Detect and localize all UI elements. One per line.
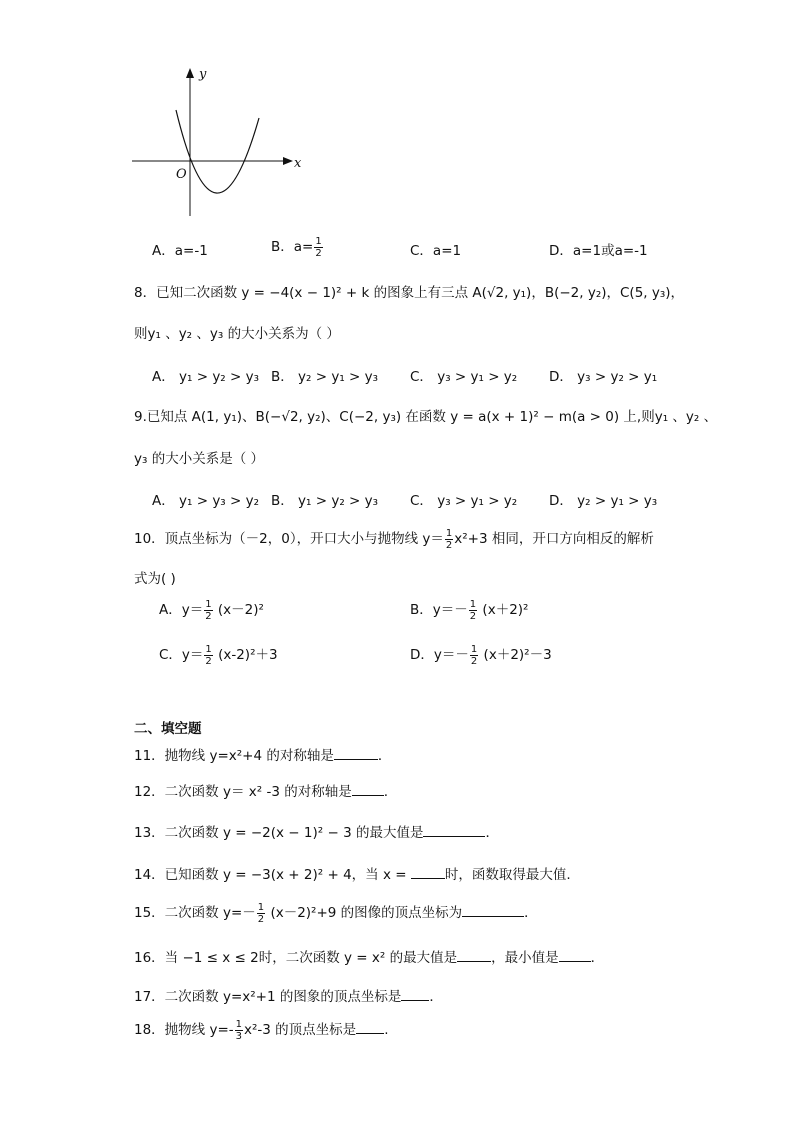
parabola-graph [128, 62, 308, 222]
q8-option-c: C． y₃ > y₁ > y₂ [410, 369, 518, 385]
x-axis-arrow [283, 157, 293, 165]
q8-stem-line2: 则y₁ 、y₂ 、y₃ 的大小关系为（ ） [134, 326, 340, 342]
q16: 16．当 −1 ≤ x ≤ 2时，二次函数 y = x² 的最大值是 ，最小值是 ． [134, 950, 605, 966]
answer-blank[interactable] [334, 747, 378, 760]
q9-stem-line2: y₃ 的大小关系是（ ） [134, 451, 264, 467]
answer-blank[interactable] [462, 904, 524, 917]
section-title: 二、填空题 [134, 721, 202, 737]
q10-option-b: B．y＝－ $\frac{1}{2}$ (x＋2)² [410, 598, 529, 622]
y-axis-label: y [199, 67, 207, 82]
q9-stem-line1: 9.已知点 A(1, y₁)、B(−√2, y₂)、C(−2, y₃) 在函数 y = a(x + 1)² − m(a > 0) 上,则y₁ 、y₂ 、 [134, 409, 718, 425]
answer-blank-max[interactable] [457, 949, 491, 962]
q7-option-d: D．a=1或a=-1 [549, 243, 648, 259]
answer-blank[interactable] [356, 1021, 384, 1034]
q14: 14．已知函数 y = −3(x + 2)² + 4，当 x = 时，函数取得最大值. [134, 867, 571, 883]
q10-option-c: C．y＝ $\frac{1}{2}$ (x-2)²＋3 [159, 643, 278, 667]
q9-option-b: B． y₁ > y₂ > y₃ [271, 493, 379, 509]
y-axis-arrow [186, 68, 194, 78]
q8-option-d: D． y₃ > y₂ > y₁ [549, 369, 658, 385]
q7-option-b-prefix: B．a= [271, 239, 314, 255]
answer-blank-min[interactable] [559, 949, 591, 962]
q7-option-b-fraction: $\frac{1}{2}$ [315, 235, 322, 259]
q12: 12．二次函数 y＝ x² -3 的对称轴是 . [134, 784, 388, 800]
q10-option-d: D．y＝－ $\frac{1}{2}$ (x＋2)²－3 [410, 643, 552, 667]
q10-stem-line2: 式为( ) [134, 571, 176, 587]
q9-option-d: D． y₂ > y₁ > y₃ [549, 493, 658, 509]
origin-label: O [176, 167, 187, 182]
q8-option-b: B． y₂ > y₁ > y₃ [271, 369, 379, 385]
x-axis-label: x [294, 156, 302, 171]
q17: 17．二次函数 y=x²+1 的图象的顶点坐标是 ． [134, 989, 443, 1005]
answer-blank[interactable] [352, 783, 384, 796]
q9-option-a: A． y₁ > y₃ > y₂ [152, 493, 260, 509]
q9-option-c: C． y₃ > y₁ > y₂ [410, 493, 518, 509]
q11: 11．抛物线 y=x²+4 的对称轴是 ． [134, 748, 392, 764]
q7-option-c: C．a=1 [410, 243, 462, 259]
q13: 13．二次函数 y = −2(x − 1)² − 3 的最大值是 ． [134, 825, 499, 841]
parabola-curve [176, 110, 259, 193]
q8-stem-line1: 8．已知二次函数 y = −4(x − 1)² + k 的图象上有三点 A(√2, y₁)，B(−2, y₂)，C(5, y₃)， [134, 285, 685, 301]
answer-blank[interactable] [423, 824, 485, 837]
q10-stem-line1: 10．顶点坐标为（－2，0），开口大小与抛物线 y＝ $\frac{1}{2}$ x²+3 相同，开口方向相反的解析 [134, 527, 654, 551]
q10-stem-fraction: $\frac{1}{2}$ [445, 527, 453, 551]
answer-blank[interactable] [401, 988, 429, 1001]
q7-option-a: A．a=-1 [152, 243, 208, 259]
q8-option-a: A． y₁ > y₂ > y₃ [152, 369, 260, 385]
q10-option-a: A．y＝ $\frac{1}{2}$ (x－2)² [159, 598, 264, 622]
answer-blank[interactable] [411, 866, 445, 879]
q7-option-b [271, 235, 324, 259]
q18: 18．抛物线 y=- $\frac{1}{3}$ x²-3 的顶点坐标是 . [134, 1018, 389, 1042]
q15: 15．二次函数 y=－ $\frac{1}{2}$ (x－2)²+9 的图像的顶点坐标为 ． [134, 901, 538, 925]
